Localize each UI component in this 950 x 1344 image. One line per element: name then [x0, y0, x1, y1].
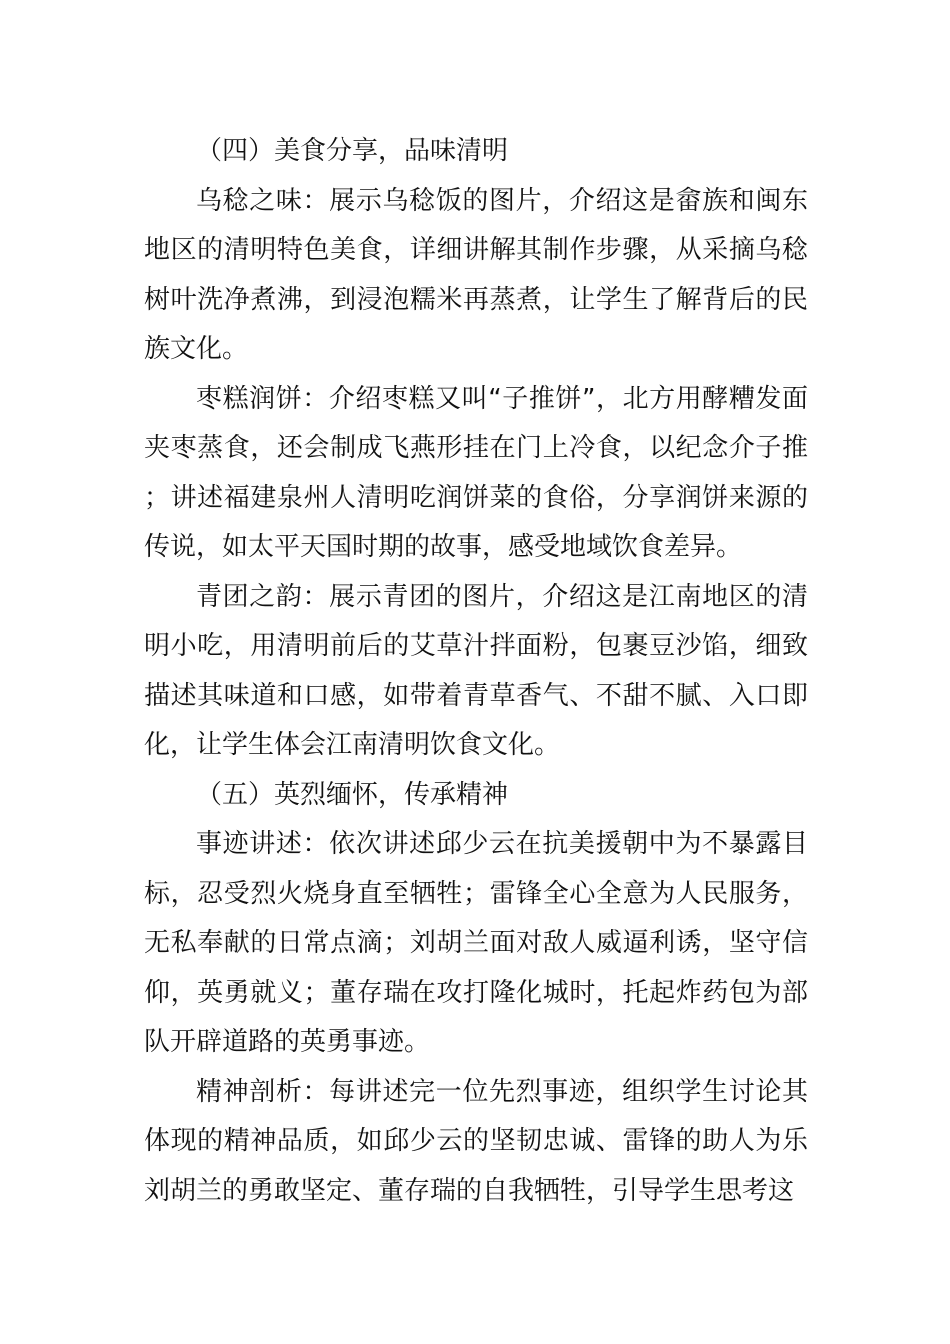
paragraph-qingtuan: 青团之韵：展示青团的图片，介绍这是江南地区的清明小吃，用清明前后的艾草汁拌面粉，包裹豆沙馅，细致描述其味道和口感，如带着青草香气、不甜不腻、入口即化，让学生体会江南清明饮食文化。 [144, 581, 808, 760]
paragraph-spirit-analysis: 精神剖析：每讲述完一位先烈事迹，组织学生讨论其体现的精神品质，如邱少云的坚韧忠诚、雷锋的助人为乐刘胡兰的勇敢坚定、董存瑞的自我牺牲，引导学生思考这 [144, 1076, 808, 1206]
section-heading-four: （四）美食分享，品味清明 [196, 136, 509, 166]
paragraph-wuren-flavor: 乌稔之味：展示乌稔饭的图片，介绍这是畲族和闽东地区的清明特色美食，详细讲解其制作步骤，从采摘乌稔树叶洗净煮沸，到浸泡糯米再蒸煮，让学生了解背后的民族文化。 [144, 185, 808, 364]
document-page [144, 127, 808, 1216]
paragraph-date-cake-runbing: 枣糕润饼：介绍枣糕又叫“子推饼”，北方用酵糟发面夹枣蒸食，还会制成飞燕形挂在门上冷食，以纪念介子推；讲述福建泉州人清明吃润饼菜的食俗，分享润饼来源的传说，如太平天国时期的故事，感受地域饮食差异。 [144, 383, 808, 562]
section-heading-five: （五）英烈缅怀，传承精神 [196, 779, 509, 810]
paragraph-heroic-deeds: 事迹讲述：依次讲述邱少云在抗美援朝中为不暴露目标，忍受烈火烧身直至牺牲；雷锋全心全意为人民服务，无私奉献的日常点滴；刘胡兰面对敌人威逼利诱，坚守信仰，英勇就义；董存瑞在攻打隆化城时，托起炸药包为部队开辟道路的英勇事迹。 [144, 829, 808, 1057]
